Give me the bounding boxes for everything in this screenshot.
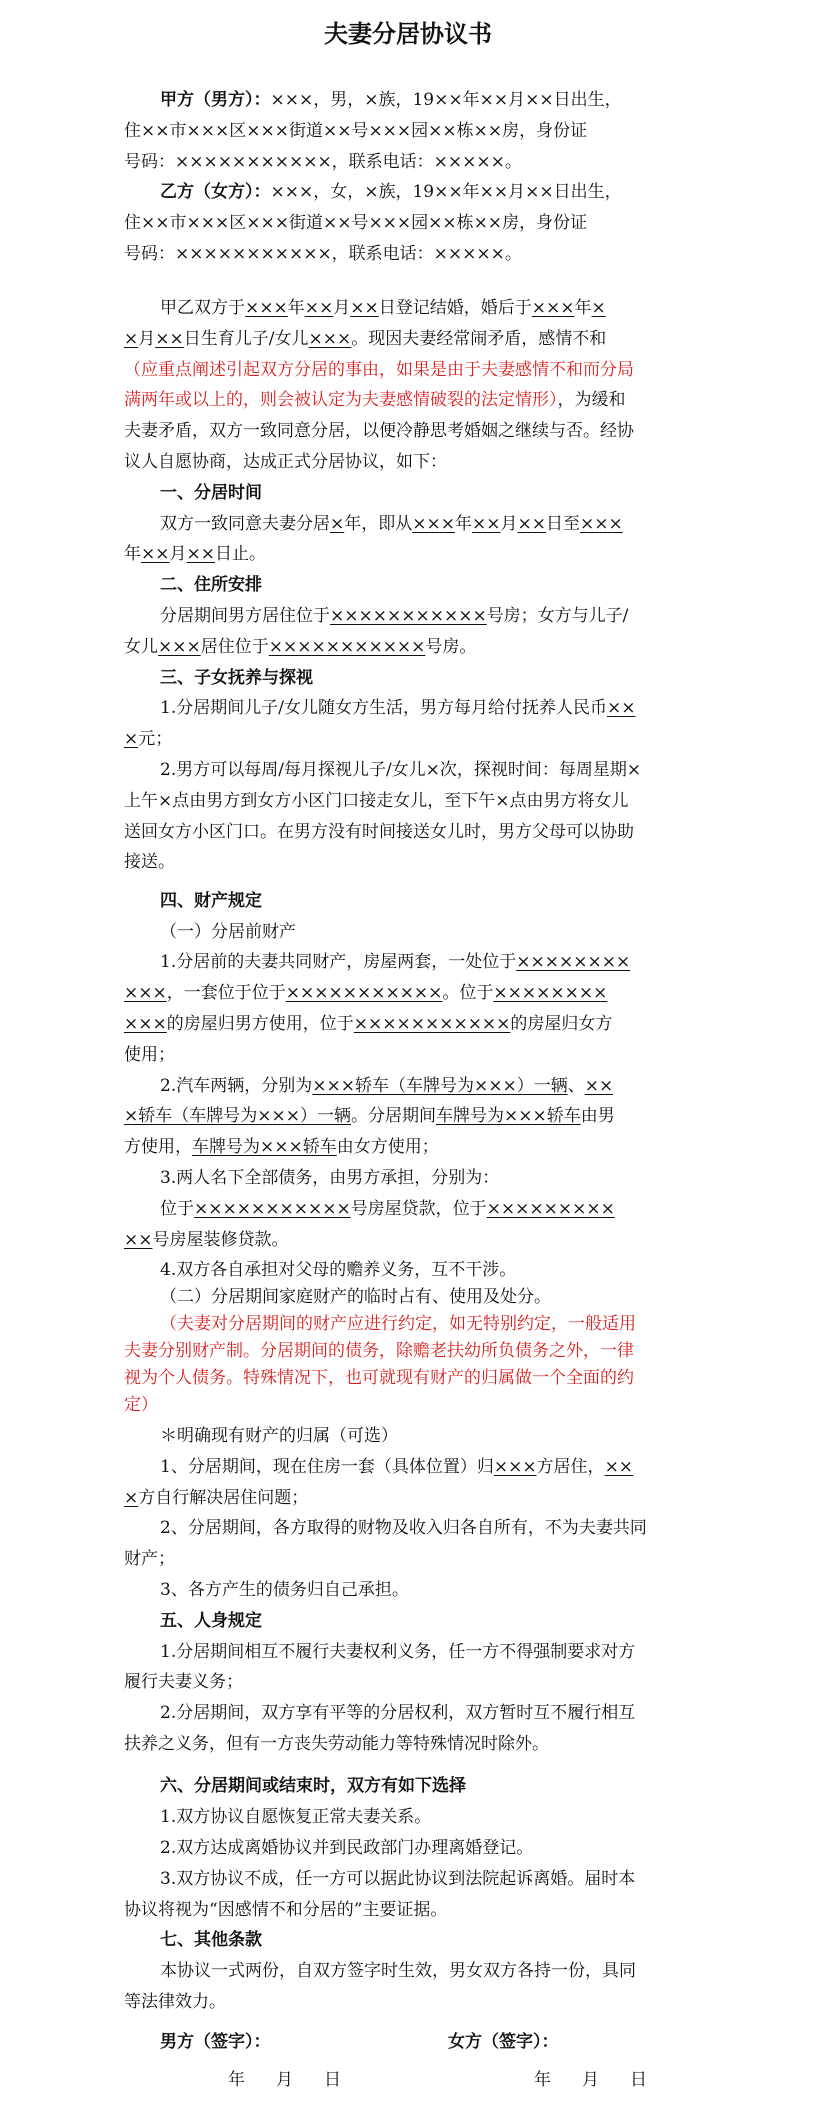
text-line (160, 1956, 636, 1986)
text-line (160, 755, 641, 785)
text-line (160, 1513, 647, 1543)
blank-field: ××× (531, 297, 575, 318)
text-segment: 送回女方小区门口。在男方没有时间接送女儿时，男方父母可以协助 (124, 821, 634, 842)
blank-field: ××× (124, 983, 167, 1004)
text-line (124, 1483, 308, 1513)
text-line (124, 847, 175, 877)
blank-field: ×××轿车（车牌号为×××）一辆 (312, 1075, 568, 1096)
text-line (160, 478, 262, 508)
blank-field: × (124, 729, 139, 750)
blank-field: ×轿车（车牌号为×××）一辆 (124, 1106, 351, 1127)
text-line (124, 1390, 158, 1420)
blank-field: ×× (141, 544, 170, 565)
text-line (160, 1698, 635, 1728)
text-segment: 日登记结婚，婚后于 (378, 297, 532, 318)
text-segment: （一）分居前财产 (160, 921, 296, 942)
text-segment: 月 (333, 297, 351, 318)
blank-field: ×× (606, 698, 636, 719)
text-segment: 号码：×××××××××××，联系电话：×××××。 (124, 244, 522, 265)
text-line (124, 817, 634, 847)
text-segment: ，为缓和 (557, 390, 626, 411)
text-line (124, 1132, 439, 1162)
text-segment: 1.分居期间相互不履行夫妻权利义务，任一方不得强制要求对方 (160, 1641, 636, 1662)
text-segment: （二）分居期间家庭财产的临时占有、使用及处分。 (160, 1287, 551, 1308)
text-line (124, 416, 634, 446)
blank-field: ××××××××× (486, 1198, 615, 1219)
text-segment: 夫妻矛盾，双方一致同意分居，以便冷静思考婚姻之继续与否。经协 (124, 421, 634, 442)
blank-field: ××× (245, 297, 288, 318)
heading-text: 三、子女抚养与探视 (160, 667, 313, 688)
text-line (124, 1225, 289, 1255)
blank-field: ××× (308, 328, 352, 349)
text-segment: 号码：×××××××××××，联系电话：×××××。 (124, 151, 522, 172)
female-month-label: 月 (582, 2070, 599, 2090)
blank-field: ×× (471, 513, 501, 534)
text-segment: 双方一致同意夫妻分居 (160, 513, 330, 534)
text-segment: 方自行解决居住问题； (138, 1487, 309, 1508)
note-text: 视为个人债务。特殊情况下，也可就现有财产的归属做一个全面的约 (124, 1368, 634, 1389)
text-segment: 住××市×××区×××街道××号×××园××栋××房，身份证 (124, 120, 588, 141)
blank-field: ×× (517, 513, 546, 534)
text-line (160, 1194, 615, 1224)
text-line (160, 1452, 633, 1482)
text-line (160, 1309, 636, 1339)
text-segment: 号房。 (425, 636, 477, 657)
blank-field: ×× (604, 1456, 634, 1477)
text-line (160, 177, 622, 207)
text-line (124, 1729, 549, 1759)
text-segment: ×××，男，×族，19××年××月××日出生， (270, 90, 622, 111)
text-line (160, 1925, 262, 1955)
text-segment: 号房屋贷款，位于 (350, 1198, 487, 1219)
female-year-label: 年 (534, 2070, 551, 2090)
text-line (124, 539, 266, 569)
blank-field: ××××××××××× (194, 1198, 351, 1219)
heading-text: 六、分居期间或结束时，双方有如下选择 (160, 1776, 466, 1797)
text-segment: 居住位于 (200, 636, 269, 657)
heading-text: 一、分居时间 (160, 482, 262, 503)
text-line (160, 917, 296, 947)
text-segment: 4.双方各自承担对父母的赡养义务，互不干涉。 (160, 1260, 517, 1281)
text-segment: 1.双方协议自愿恢复正常夫妻关系。 (160, 1807, 432, 1828)
text-line (160, 1163, 499, 1193)
text-segment: 协议将视为“因感情不和分居的”主要证据。 (124, 1899, 448, 1920)
blank-field: 车牌号为×××轿车 (192, 1137, 337, 1158)
blank-field: ××××××××××× (330, 605, 487, 626)
text-line (124, 632, 476, 662)
text-segment: 住××市×××区×××街道××号×××园××栋××房，身份证 (124, 213, 588, 234)
text-segment: 履行夫妻义务； (124, 1672, 243, 1693)
text-segment: ×××，女，×族，19××年××月××日出生， (270, 182, 622, 203)
blank-field: ×××××××× (516, 952, 631, 973)
text-line (160, 293, 606, 323)
text-segment: 扶养之义务，但有一方丧失劳动能力等特殊情况时除外。 (124, 1734, 549, 1755)
text-segment: 2.分居期间，双方享有平等的分居权利，双方暂时互不履行相互 (160, 1703, 636, 1724)
text-segment: 年，即从 (344, 513, 413, 534)
text-segment: 接送。 (124, 852, 175, 873)
text-segment: 女儿 (124, 636, 158, 657)
blank-field: ×××××××× (493, 983, 608, 1004)
text-line (160, 1637, 635, 1667)
text-line (124, 385, 626, 415)
text-segment: 议人自愿协商，达成正式分居协议，如下： (124, 451, 447, 472)
text-line (124, 147, 522, 177)
text-segment: 等法律效力。 (124, 1992, 226, 2012)
text-line (160, 663, 313, 693)
text-segment: 。现因夫妻经常闹矛盾，感情不和 (351, 328, 607, 349)
text-line (124, 1336, 634, 1366)
male-day-label: 日 (324, 2070, 341, 2090)
blank-field: ×× (124, 1229, 153, 1250)
text-segment: 3、各方产生的债务归自己承担。 (160, 1580, 409, 1601)
note-text: 夫妻分别财产制。分居期间的债务，除赡老扶幼所负债务之外，一律 (124, 1341, 634, 1362)
text-line (124, 786, 629, 816)
blank-field: ×× (155, 328, 184, 349)
text-segment: 2、分居期间，各方取得的财物及收入归各自所有，不为夫妻共同 (160, 1518, 647, 1539)
blank-field: ××× (124, 1014, 167, 1035)
text-line (160, 1575, 409, 1605)
text-line (124, 447, 447, 477)
text-line (160, 693, 635, 723)
text-segment: 的房屋归女方 (510, 1014, 613, 1035)
text-line (124, 239, 522, 269)
text-segment: 由男 (580, 1106, 615, 1127)
text-segment: 的房屋归男方使用，位于 (166, 1014, 354, 1035)
text-line (124, 116, 587, 146)
text-segment: 。分居期间 (350, 1106, 436, 1127)
text-line (124, 1101, 615, 1131)
text-segment: 2.汽车两辆，分别为 (160, 1075, 313, 1096)
text-segment: ＊明确现有财产的归属（可选） (160, 1426, 398, 1447)
heading-text: 甲方（男方）： (160, 90, 271, 111)
text-segment: 由女方使用； (336, 1137, 439, 1158)
text-line (160, 886, 262, 916)
blank-field: ××× (493, 1456, 537, 1477)
text-line (160, 601, 628, 631)
blank-field: ×× (186, 544, 215, 565)
text-line (160, 509, 623, 539)
text-segment: 位于 (160, 1198, 194, 1219)
blank-field: ×× (584, 1075, 614, 1096)
text-segment: 日至 (545, 513, 580, 534)
text-line (124, 1040, 175, 1070)
text-line (124, 1987, 226, 2017)
text-segment: 月 (138, 328, 156, 349)
text-segment: 方居住， (536, 1456, 605, 1477)
blank-field: × (591, 297, 606, 318)
text-segment: 上午×点由男方到女方小区门口接走女儿，至下午×点由男方将女儿 (124, 790, 629, 811)
text-line (124, 1895, 447, 1925)
text-line (160, 1864, 635, 1894)
text-line (124, 1009, 612, 1039)
text-segment: 2.双方达成离婚协议并到民政部门办理离婚登记。 (160, 1837, 534, 1858)
heading-text: 四、财产规定 (160, 890, 262, 911)
text-line (160, 1771, 466, 1801)
text-segment: 日止。 (215, 544, 266, 565)
blank-field: × (330, 513, 345, 534)
text-segment: 年 (454, 513, 472, 534)
text-segment: 年 (124, 544, 141, 565)
text-line (124, 208, 587, 238)
text-line (124, 324, 606, 354)
text-line (124, 355, 634, 385)
text-segment: 3.两人名下全部债务，由男方承担，分别为： (160, 1168, 500, 1189)
text-segment: 甲乙双方于 (160, 297, 245, 318)
text-segment: 元； (138, 729, 173, 750)
heading-text: 二、住所安排 (160, 575, 262, 596)
note-text: 满两年或以上的，则会被认定为夫妻感情破裂的法定情形） (124, 390, 558, 411)
blank-field: ××××××××××× (268, 636, 426, 657)
heading-text: 乙方（女方）： (160, 182, 271, 203)
document-title: 夫妻分居协议书 (324, 19, 492, 48)
text-segment: 分居期间男方居住位于 (160, 605, 330, 626)
text-line (160, 1282, 551, 1312)
text-segment: 年 (287, 297, 305, 318)
male-signature-label: 男方（签字）： (160, 2032, 271, 2052)
text-segment: 方使用， (124, 1137, 192, 1158)
blank-field: ××××××××××× (353, 1014, 511, 1035)
text-segment: 月 (169, 544, 187, 565)
note-text: 定） (124, 1395, 158, 1416)
blank-field: ×× (304, 297, 334, 318)
text-segment: ，一套位于位于 (166, 983, 286, 1004)
blank-field: ××× (579, 513, 623, 534)
text-line (160, 1833, 533, 1863)
text-line (160, 1255, 516, 1285)
text-line (160, 947, 630, 977)
blank-field: × (124, 1487, 139, 1508)
text-line (124, 724, 172, 754)
text-line (124, 1363, 634, 1393)
text-segment: 年 (574, 297, 592, 318)
blank-field: ××× (412, 513, 455, 534)
text-segment: 号房；女方与儿子/ (486, 605, 629, 626)
text-line (160, 85, 622, 115)
blank-field: × (124, 328, 139, 349)
text-segment: 日生育儿子/女儿 (183, 328, 309, 349)
text-segment: 号房屋装修贷款。 (152, 1229, 289, 1250)
note-text: （夫妻对分居期间的财产应进行约定，如无特别约定，一般适用 (160, 1314, 636, 1335)
blank-field: ××× (158, 636, 201, 657)
text-segment: 1、分居期间，现在住房一套（具体位置）归 (160, 1456, 494, 1477)
text-segment: 财产； (124, 1549, 175, 1570)
text-segment: 月 (500, 513, 518, 534)
heading-text: 七、其他条款 (160, 1930, 262, 1951)
text-line (160, 570, 262, 600)
text-line (124, 1544, 175, 1574)
male-month-label: 月 (276, 2070, 293, 2090)
text-segment: 、 (567, 1075, 585, 1096)
female-signature-label: 女方（签字）： (448, 2032, 559, 2052)
text-segment: 1.分居前的夫妻共同财产，房屋两套，一处位于 (160, 952, 517, 973)
text-line (160, 1606, 262, 1636)
text-segment: 使用； (124, 1044, 175, 1065)
text-line (160, 1421, 398, 1451)
female-day-label: 日 (630, 2070, 647, 2090)
text-segment: 1.分居期间儿子/女儿随女方生活，男方每月给付抚养人民币 (160, 698, 607, 719)
note-text: （应重点阐述引起双方分居的事由，如果是由于夫妻感情不和而分局 (124, 359, 634, 380)
text-line (124, 1667, 243, 1697)
blank-field: ×× (350, 297, 379, 318)
text-segment: 3.双方协议不成，任一方可以据此协议到法院起诉离婚。届时本 (160, 1868, 636, 1889)
text-line (160, 1071, 613, 1101)
text-line (124, 978, 607, 1008)
text-line (160, 1802, 431, 1832)
text-segment: 。位于 (442, 983, 494, 1004)
blank-field: ××××××××××× (285, 983, 443, 1004)
male-year-label: 年 (228, 2070, 245, 2090)
text-segment: 本协议一式两份，自双方签字时生效，男女双方各持一份，具同 (160, 1961, 636, 1982)
heading-text: 五、人身规定 (160, 1610, 262, 1631)
text-segment: 2.男方可以每周/每月探视儿子/女儿×次，探视时间：每周星期× (160, 759, 642, 780)
blank-field: 车牌号为×××轿车 (435, 1106, 581, 1127)
